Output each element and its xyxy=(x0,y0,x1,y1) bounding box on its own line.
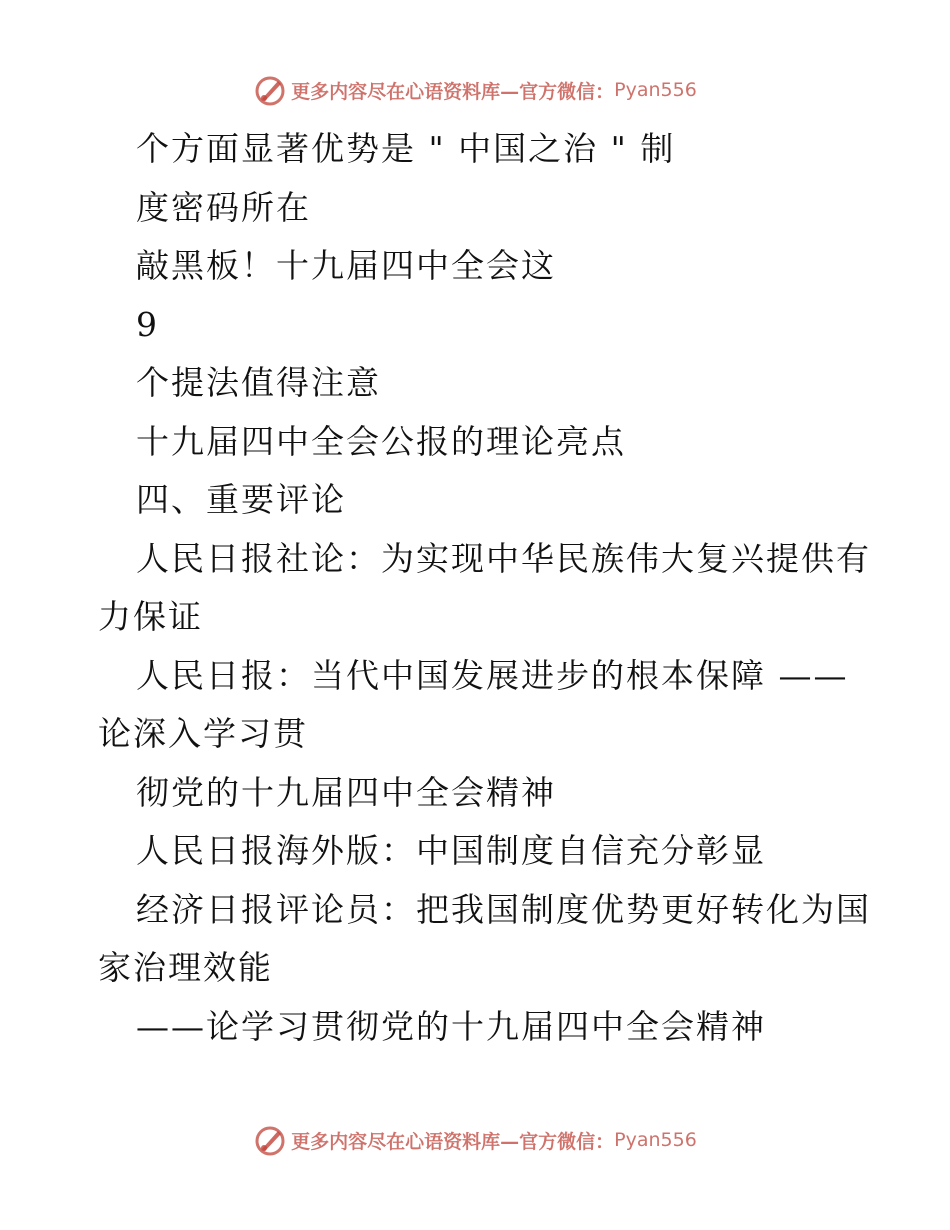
watermark-account: Pyan556 xyxy=(614,79,697,101)
text-line: 论深入学习贯 xyxy=(98,714,308,753)
brush-logo-icon xyxy=(253,1123,287,1157)
section-heading: 四、重要评论 xyxy=(136,480,346,519)
text-line: 人民日报：当代中国发展进步的根本保障 —— xyxy=(136,655,849,695)
text-line: 家治理效能 xyxy=(98,948,273,987)
text-line: 个提法值得注意 xyxy=(136,363,381,402)
brush-logo-icon xyxy=(253,73,287,107)
header-watermark xyxy=(0,70,950,110)
text-line: 人民日报社论：为实现中华民族伟大复兴提供有 xyxy=(136,538,871,578)
text-line: ——论学习贯彻党的十九届四中全会精神 xyxy=(136,1006,766,1046)
text-line: 个方面显著优势是 " 中国之治 " 制 xyxy=(136,129,676,168)
text-line: 经济日报评论员：把我国制度优势更好转化为国 xyxy=(136,889,871,929)
watermark-text: 更多内容尽在心语资料库—官方微信： xyxy=(291,80,615,103)
text-line: 度密码所在 xyxy=(136,187,311,227)
text-line: 彻党的十九届四中全会精神 xyxy=(136,772,556,812)
text-line: 敲黑板！十九届四中全会这 xyxy=(136,246,556,285)
watermark-text: 更多内容尽在心语资料库—官方微信： xyxy=(291,1130,615,1153)
watermark-account: Pyan556 xyxy=(614,1129,697,1151)
footer-watermark xyxy=(0,1120,950,1160)
text-line: 9 xyxy=(136,304,159,344)
document-body xyxy=(98,120,888,1056)
text-line: 十九届四中全会公报的理论亮点 xyxy=(136,421,626,461)
text-line: 力保证 xyxy=(98,597,203,636)
text-line: 人民日报海外版：中国制度自信充分彰显 xyxy=(136,831,766,870)
